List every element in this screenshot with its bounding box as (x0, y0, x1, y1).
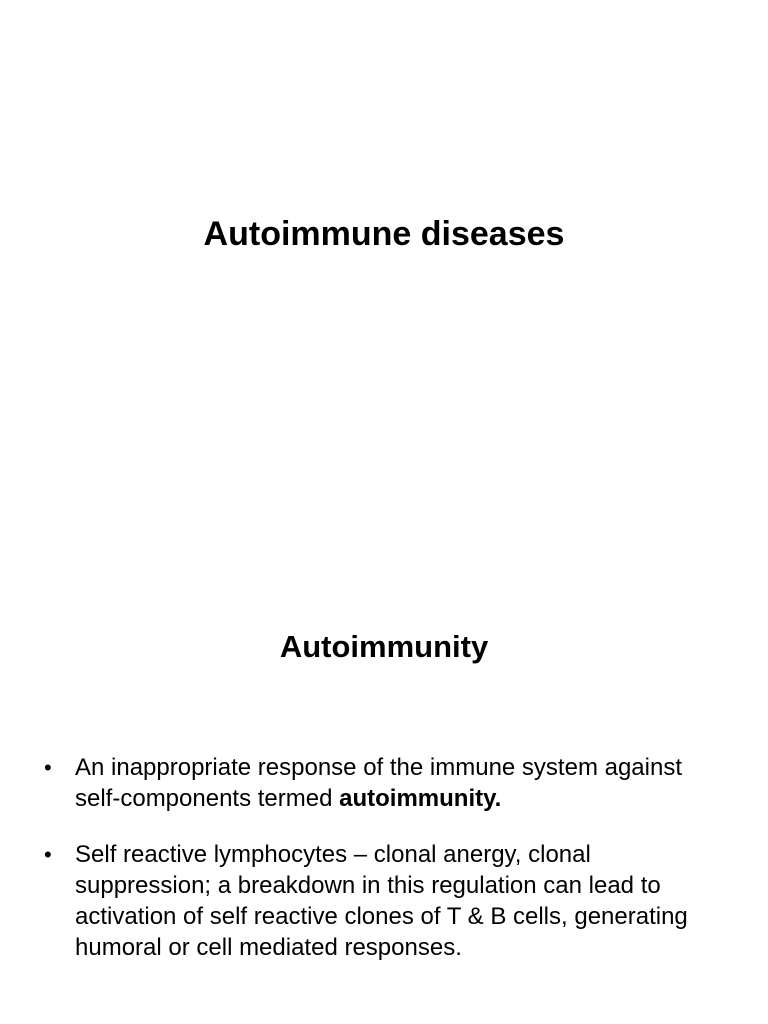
bullet-text: An inappropriate response of the immune system against self-components termed (75, 754, 682, 812)
bullet-list (44, 752, 724, 988)
slide-title: Autoimmunity (279, 629, 489, 664)
bullet-marker: • (44, 842, 52, 867)
bullet-text: Self reactive lymphocytes – clonal anergy, clonal suppression; a breakdown in this regulation can lead to activation of self reactive clones of T & B cells, generating humoral or cell mediated responses. (75, 841, 688, 961)
slide-title: Autoimmune diseases (203, 215, 565, 253)
list-item (44, 752, 724, 814)
list-item (44, 839, 724, 963)
key-term: autoimmunity. (339, 785, 502, 812)
slide-2 (0, 512, 768, 1024)
bullet-marker: • (44, 755, 52, 780)
